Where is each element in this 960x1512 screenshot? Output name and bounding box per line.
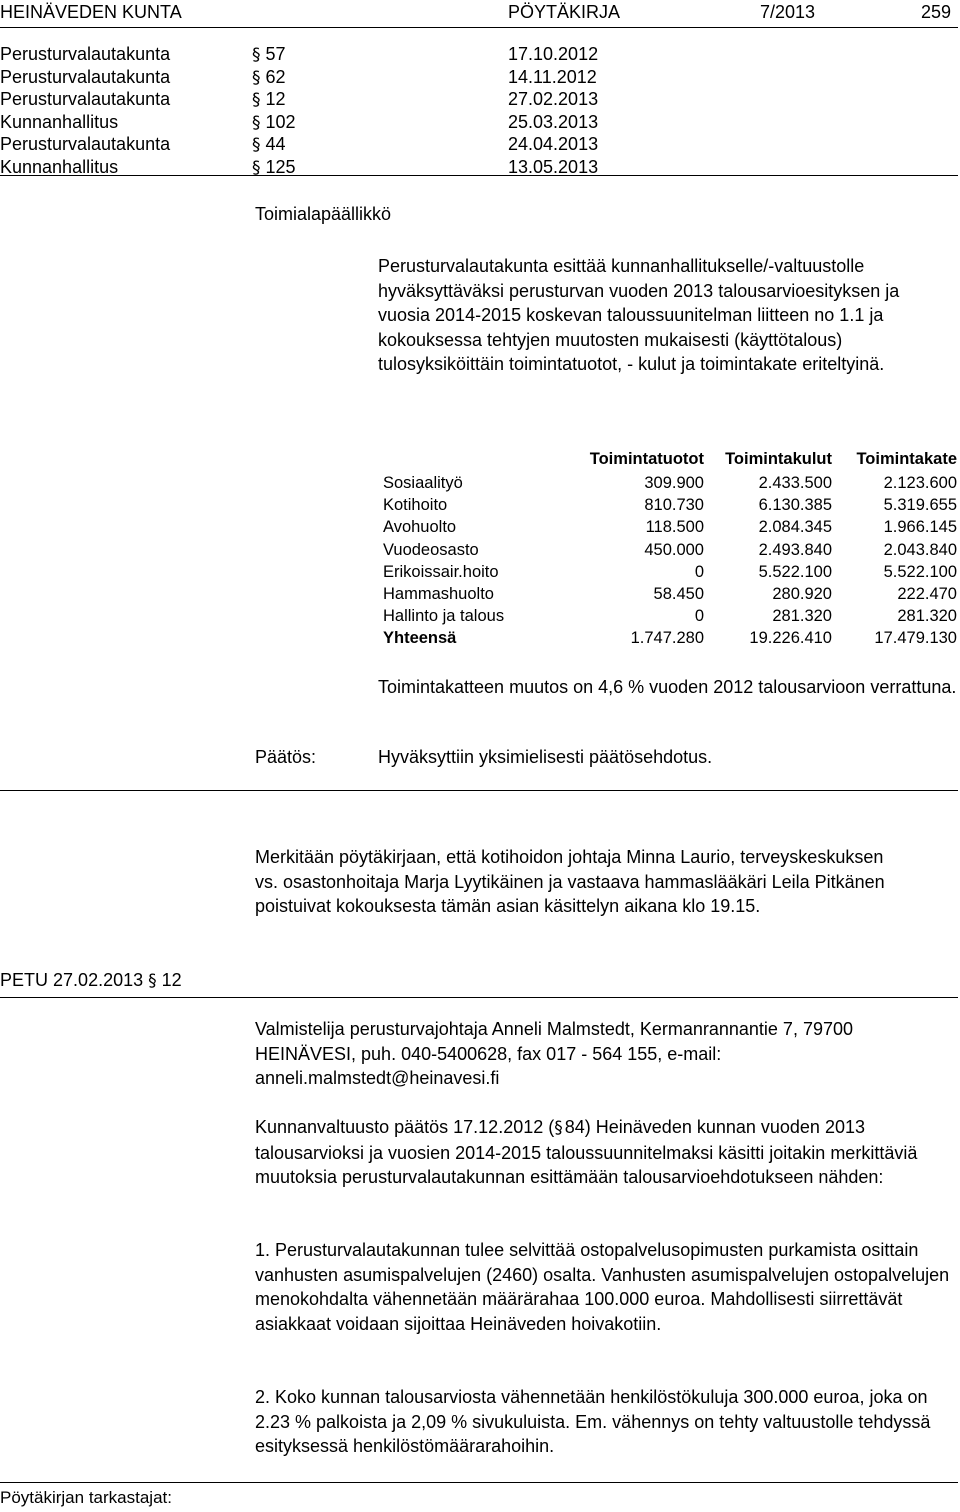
table-cell: 281.320 xyxy=(772,607,832,626)
table-row-label: Vuodeosasto xyxy=(383,540,479,559)
history-section-number: 12 xyxy=(265,89,286,110)
history-date: 17.10.2012 xyxy=(508,44,599,64)
table-cell: 19.226.410 xyxy=(749,629,832,648)
history-date: 24.04.2013 xyxy=(508,134,599,155)
footer-label: Pöytäkirjan tarkastajat: xyxy=(0,1488,172,1507)
history-section xyxy=(252,134,286,155)
history-section-number: 44 xyxy=(265,134,286,155)
footer-divider xyxy=(0,1482,958,1483)
proposal-text: Perusturvalautakunta esittää kunnanhallitukselle/-valtuustolle hyväksyttäväksi perusturvan vuoden 2013 talousarvioesityksen ja vuosia 2014-2015 koskevan taloussuunitelman liitteen no 1.1 ja kokouksessa tehtyjen muutosten mukaisesti (käyttötalous) tulosyksiköittäin toimintatuotot, - kulut ja toimintakate eriteltyinä. xyxy=(378,256,900,374)
document-type: PÖYTÄKIRJA xyxy=(508,2,621,22)
table-row xyxy=(378,472,957,494)
history-body: Perusturvalautakunta xyxy=(0,89,171,110)
table-cell: 2.043.840 xyxy=(883,540,957,559)
table-header-row xyxy=(378,446,957,472)
section-symbol: § xyxy=(252,45,261,65)
section-symbol: § xyxy=(148,971,157,991)
table-cell: 309.900 xyxy=(644,474,704,492)
decision-label: Päätös: xyxy=(255,747,317,767)
history-date: 13.05.2013 xyxy=(508,157,599,177)
table-row-label: Erikoissair.hoito xyxy=(383,562,499,581)
table-cell: 281.320 xyxy=(897,607,957,626)
table-cell: 1.966.145 xyxy=(883,518,957,537)
section-symbol: § xyxy=(252,135,261,156)
section-symbol: § xyxy=(252,112,261,133)
table-cell: 2.084.345 xyxy=(758,518,832,537)
table-row-label: Sosiaalityö xyxy=(383,474,463,492)
table-cell: 0 xyxy=(694,562,704,581)
table-cell: 450.000 xyxy=(644,540,704,559)
table-row-label: Kotihoito xyxy=(383,496,448,515)
council-decision xyxy=(255,1115,920,1190)
section-symbol: § xyxy=(252,158,261,178)
history-body: Kunnanhallitus xyxy=(0,157,119,177)
table-cell: 58.450 xyxy=(653,585,704,604)
issue-number: 7/2013 xyxy=(760,2,816,22)
table-header-cell: Toimintatuotot xyxy=(589,449,704,468)
preparer-text: Valmistelija perusturvajohtaja Anneli Malmstedt, Kermanrannantie 7, 79700 HEINÄVESI, puh. 040-5400628, fax 017 - 564 155, e-mail: anneli.malmstedt@heinavesi.fi xyxy=(255,1019,853,1088)
table-cell: 280.920 xyxy=(772,585,832,604)
table-cell: 5.522.100 xyxy=(883,562,957,581)
table-row-label: Hammashuolto xyxy=(383,585,494,604)
petu-section: 12 xyxy=(161,970,182,990)
table-cell: 17.479.130 xyxy=(874,629,957,648)
history-body: Perusturvalautakunta xyxy=(0,44,171,64)
table-cell: 2.123.600 xyxy=(883,474,957,492)
history-section xyxy=(252,44,286,65)
petu-body: PETU xyxy=(0,970,49,990)
table-cell: 5.522.100 xyxy=(758,562,832,581)
history-date: 14.11.2012 xyxy=(508,66,597,87)
table-cell: 118.500 xyxy=(645,518,704,537)
table-cell: 0 xyxy=(694,607,704,626)
section-symbol: § xyxy=(554,1118,563,1138)
council-decision-section: 84 xyxy=(564,1117,585,1137)
table-header-cell: Toimintakulut xyxy=(725,449,832,468)
table-cell: 222.470 xyxy=(897,585,957,604)
decision-text: Hyväksyttiin yksimielisesti päätösehdotus. xyxy=(378,747,713,767)
proposer-label: Toimialapäällikkö xyxy=(255,204,392,224)
municipality-name: HEINÄVEDEN KUNTA xyxy=(0,2,182,22)
table-cell: 1.747.280 xyxy=(630,629,704,648)
list-item-2: 2. Koko kunnan talousarviosta vähennetään henkilöstökuluja 300.000 euroa, joka on 2.23 % palkoista ja 2,09 % sivukuluista. Em. vähennys on tehty valtuustolle tehdyssä esityksessä henkilöstömäärarahoihin. xyxy=(255,1387,931,1456)
petu-divider xyxy=(0,997,958,998)
header-divider xyxy=(0,27,958,28)
history-section-number: 102 xyxy=(265,111,296,132)
history-section-number: 125 xyxy=(265,157,296,177)
history-body: Perusturvalautakunta xyxy=(0,134,171,155)
table-cell: 6.130.385 xyxy=(758,496,832,515)
section-symbol: § xyxy=(252,67,261,88)
table-cell: 2.433.500 xyxy=(758,474,832,492)
table-row-label: Yhteensä xyxy=(383,629,457,648)
change-note: Toimintakatteen muutos on 4,6 % vuoden 2012 talousarvioon verrattuna. xyxy=(378,677,957,697)
table-row xyxy=(378,539,957,561)
history-date: 25.03.2013 xyxy=(508,111,599,132)
history-section xyxy=(252,112,296,133)
budget-table xyxy=(378,446,957,650)
table-row xyxy=(378,516,957,538)
table-row xyxy=(378,605,957,627)
table-row-label: Avohuolto xyxy=(383,518,457,537)
history-section xyxy=(252,67,286,88)
council-decision-suffix: ) Heinäveden kunnan vuoden 2013 talousarvioksi ja vuosien 2014-2015 taloussuunnitelmaksi käsitti joitakin merkittäviä muutoksia perusturvalautakunnan esittämään talousarvioehdotukseen nähden: xyxy=(255,1117,918,1187)
minutes-note: Merkitään pöytäkirjaan, että kotihoidon johtaja Minna Laurio, terveyskeskuksen vs. osastonhoitaja Marja Lyytikäinen ja vastaava hammaslääkäri Leila Pitkänen poistuivat kokouksesta tämän asian käsittelyn aikana klo 19.15. xyxy=(255,847,885,916)
petu-date: 27.02.2013 xyxy=(53,970,144,990)
page-number: 259 xyxy=(921,2,952,22)
history-section-number: 62 xyxy=(265,66,286,87)
decision-divider xyxy=(0,790,958,791)
list-item-1: 1. Perusturvalautakunnan tulee selvittää ostopalvelusopimusten purkamista osittain vanhusten asumispalvelujen (2460) osalta. Vanhusten asumispalvelujen ostopalvelujen menokohdalta vähennetään määrärahaa 100.000 euroa. Mahdollisesti siirrettävät asiakkaat voidaan sijoittaa Heinäveden hoivakotiin. xyxy=(255,1240,950,1334)
council-decision-prefix: Kunnanvaltuusto päätös 17.12.2012 ( xyxy=(255,1117,555,1137)
table-cell: 810.730 xyxy=(644,496,704,515)
table-row-label: Hallinto ja talous xyxy=(383,607,505,626)
table-cell: 5.319.655 xyxy=(883,496,957,515)
history-body: Kunnanhallitus xyxy=(0,111,119,132)
history-divider xyxy=(0,175,958,176)
petu-reference xyxy=(0,970,182,991)
history-section xyxy=(252,89,286,110)
table-row xyxy=(378,561,957,583)
table-total-row xyxy=(378,627,957,649)
history-body: Perusturvalautakunta xyxy=(0,66,171,87)
table-header-cell xyxy=(378,446,506,472)
table-row xyxy=(378,583,957,605)
history-date: 27.02.2013 xyxy=(508,89,599,110)
history-section-number: 57 xyxy=(265,44,286,64)
table-cell: 2.493.840 xyxy=(758,540,832,559)
table-header-cell: Toimintakate xyxy=(856,449,957,468)
table-row xyxy=(378,494,957,516)
section-symbol: § xyxy=(252,90,261,111)
